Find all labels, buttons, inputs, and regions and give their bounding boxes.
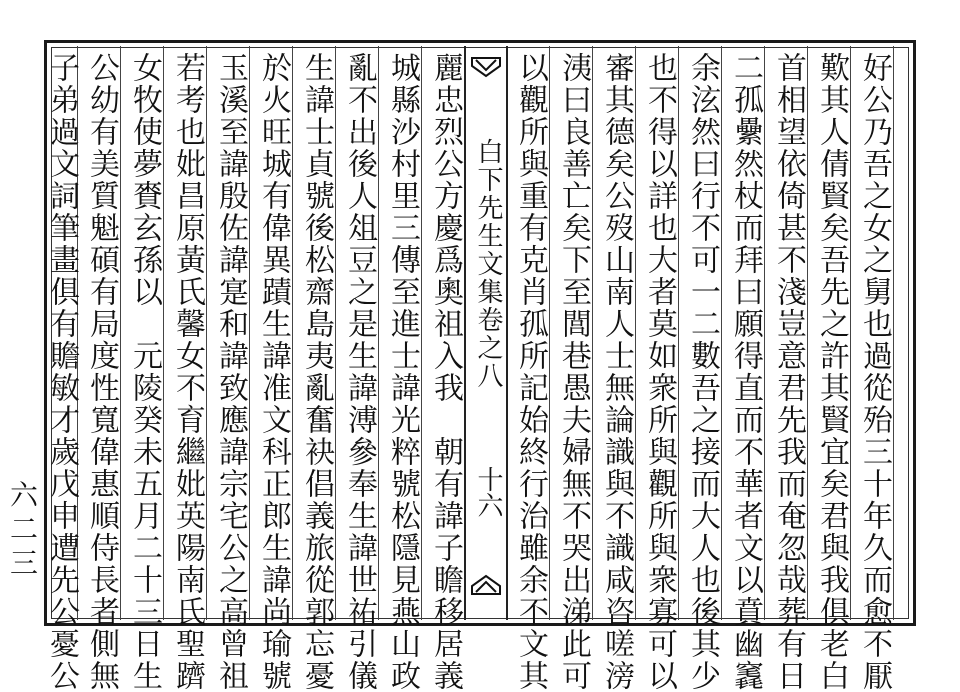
column-rule xyxy=(120,46,121,620)
column-rule xyxy=(549,46,550,620)
margin-page-number: 六二三 xyxy=(6,480,39,582)
text-column: 女牧使夢賚玄孫以 元陵癸未五月二十三日生 xyxy=(127,52,162,692)
column-rule xyxy=(592,46,593,620)
text-column: 公幼有美質魁碩有局度性寬偉惠順侍長者側無 xyxy=(84,52,119,692)
text-column: 洟曰良善亡矣下至閭巷愚夫婦無不哭出涕此可 xyxy=(556,52,591,692)
text-column: 首相望依倚甚不淺豈意君先我而奄忽哉葬有日 xyxy=(771,52,806,692)
text-column: 城縣沙村里三傳至進士諱光粹號松隱見燕山政 xyxy=(385,52,420,692)
column-rule xyxy=(292,46,293,620)
text-column: 也不得以詳也大者莫如衆所與觀所與衆寡可以 xyxy=(642,52,677,692)
text-column: 歎其人倩賢矣吾先之許其賢宜矣君與我俱老白 xyxy=(814,52,849,692)
text-column: 余泫然曰行不可一二數吾之接而大人也後其少 xyxy=(685,52,720,692)
text-column: 二孤纍然杖而拜曰願得直而不華者文以賁幽竁 xyxy=(728,52,763,692)
text-column: 玉溪至諱殷佐諱寔和諱致應諱宗宅公之高曾祖 xyxy=(213,52,248,692)
fish-tail-mark-top xyxy=(470,56,502,86)
text-column: 麗忠烈公方慶爲奧祖入我 朝有諱子瞻移居義 xyxy=(428,52,463,692)
column-rule xyxy=(635,46,636,620)
column-rule xyxy=(807,46,808,620)
column-rule xyxy=(335,46,336,620)
text-column: 子弟過文詞筆畫俱有贍敏才歲戊申遭先公憂公 xyxy=(44,52,79,692)
column-rule xyxy=(678,46,679,620)
leaf-number: 十六 xyxy=(473,466,503,518)
center-strip xyxy=(464,46,508,620)
column-rule xyxy=(163,46,164,620)
book-title: 白下先生文集卷之八 xyxy=(473,138,503,390)
text-column: 好公乃吾之女之舅也過從殆三十年久而愈不厭 xyxy=(857,52,892,692)
column-rule xyxy=(206,46,207,620)
text-column: 亂不出後人俎豆之是生諱溥參奉生諱世祐引儀 xyxy=(342,52,377,692)
column-rule xyxy=(421,46,422,620)
text-column: 以觀所與重有克肖孤所記始終行治雖余不文其 xyxy=(513,52,548,692)
text-column: 審其德矣公歿山南人士無論識與不識咸咨嗟滂 xyxy=(599,52,634,692)
column-rule xyxy=(249,46,250,620)
fish-tail-mark-bottom xyxy=(470,566,502,596)
column-rule xyxy=(721,46,722,620)
text-column: 於火旺城有偉異蹟生諱准文科正郎生諱尚瑜號 xyxy=(256,52,291,692)
column-rule xyxy=(764,46,765,620)
column-rule xyxy=(893,46,894,620)
text-column: 生諱士貞號後松齋島夷亂奮袂倡義旅從郭忘憂 xyxy=(299,52,334,692)
column-rule xyxy=(850,46,851,620)
column-rule xyxy=(378,46,379,620)
text-column: 若考也妣昌原黃氏馨女不育繼妣英陽南氏聖躋 xyxy=(170,52,205,692)
